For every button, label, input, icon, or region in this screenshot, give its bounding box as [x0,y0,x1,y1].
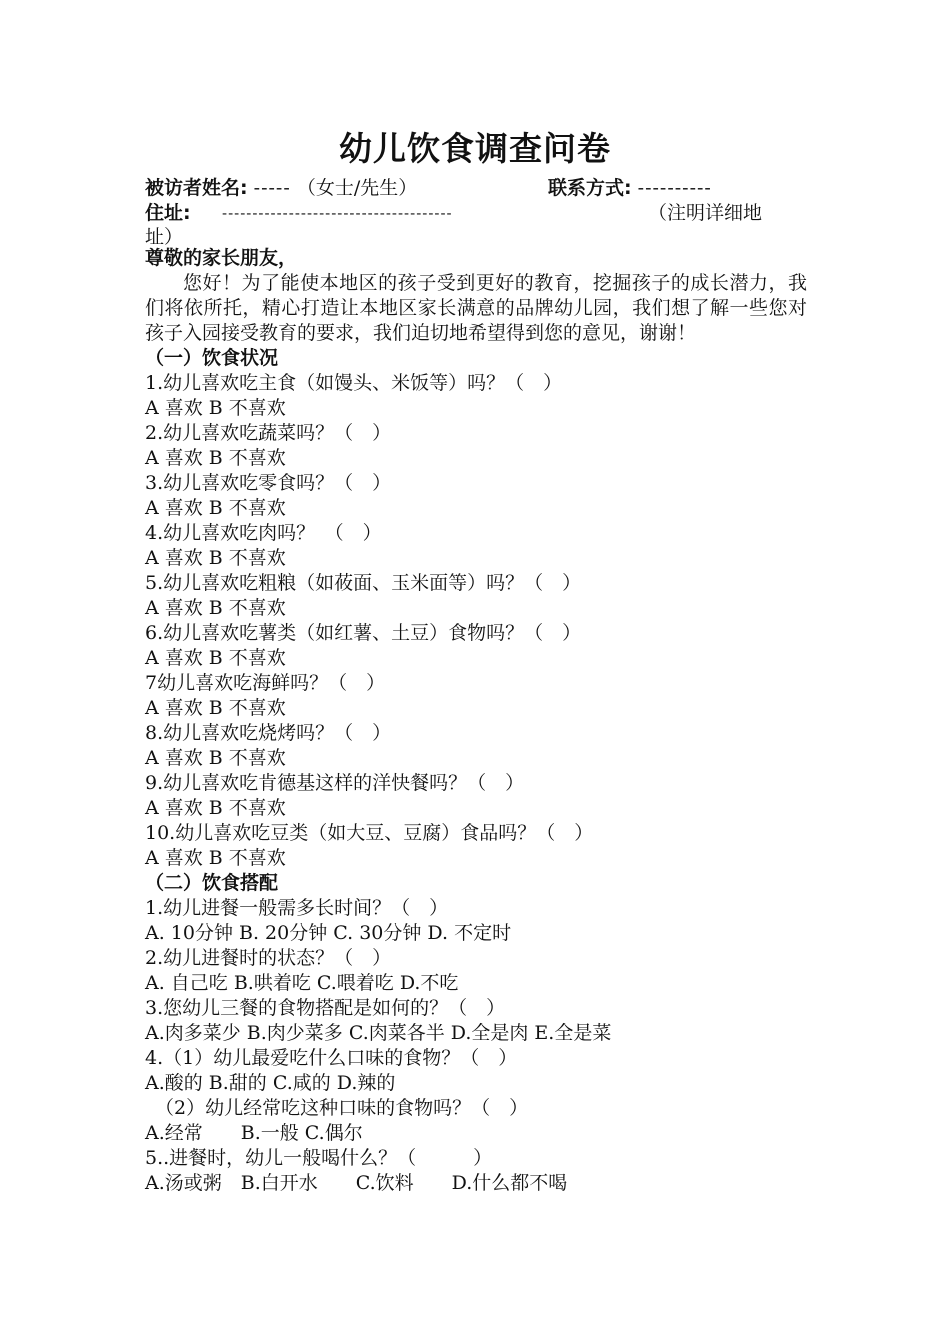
section-1-title: （一）饮食状况 [145,347,279,369]
question: 5.幼儿喜欢吃粗粮（如莜面、玉米面等）吗？（ ） [145,572,582,594]
respondent-name-row [145,175,417,201]
question: 3.幼儿喜欢吃零食吗？（ ） [145,472,392,494]
question: 6.幼儿喜欢吃薯类（如红薯、土豆）食物吗？（ ） [145,622,582,644]
answer-options: A. 自己吃 B.哄着吃 C.喂着吃 D.不吃 [145,972,459,994]
answer-options: A.肉多菜少 B.肉少菜多 C.肉菜各半 D.全是肉 E.全是菜 [145,1022,612,1044]
address-row [145,200,191,226]
address-blank: -------------------------------------- [222,204,453,222]
question: 9.幼儿喜欢吃肯德基这样的洋快餐吗？（ ） [145,772,525,794]
answer-options: A 喜欢 B 不喜欢 [145,497,286,519]
name-label: 被访者姓名: [145,177,248,199]
question: 1.幼儿进餐一般需多长时间？（ ） [145,897,449,919]
answer-options: A.酸的 B.甜的 C.咸的 D.辣的 [145,1072,396,1094]
answer-options: A.经常 B.一般 C.偶尔 [145,1122,363,1144]
name-blank: ----- [253,177,291,199]
answer-options: A 喜欢 B 不喜欢 [145,647,286,669]
intro-paragraph: 您好！为了能使本地区的孩子受到更好的教育，挖掘孩子的成长潜力，我们将依所托，精心打造让本地区家长满意的品牌幼儿园，我们想了解一些您对孩子入园接受教育的要求，我们迫切地希望得到您的意见，谢谢！ [145,272,807,344]
question: 1.幼儿喜欢吃主食（如馒头、米饭等）吗？（ ） [145,372,563,394]
question: 4.（1）幼儿最爱吃什么口味的食物？（ ） [145,1047,518,1069]
question: 4.幼儿喜欢吃肉吗？ （ ） [145,522,382,544]
answer-options: A 喜欢 B 不喜欢 [145,797,286,819]
address-note: （注明详细地 [648,202,763,224]
contact-row [548,175,712,201]
answer-options: A 喜欢 B 不喜欢 [145,747,286,769]
name-suffix: （女士/先生） [296,177,418,199]
answer-options: A 喜欢 B 不喜欢 [145,847,286,869]
question: 2.幼儿进餐时的状态？（ ） [145,947,392,969]
question: 2.幼儿喜欢吃蔬菜吗？（ ） [145,422,392,444]
section-2-title: （二）饮食搭配 [145,872,279,894]
address-note-continued: 址） [145,226,184,248]
question: 7幼儿喜欢吃海鲜吗？（ ） [145,672,386,694]
answer-options: A 喜欢 B 不喜欢 [145,447,286,469]
answer-options: A.汤或粥 B.白开水 C.饮料 D.什么都不喝 [145,1172,568,1194]
contact-label: 联系方式: [548,177,632,199]
question: 10.幼儿喜欢吃豆类（如大豆、豆腐）食品吗？（ ） [145,822,594,844]
document-title: 幼儿饮食调查问卷 [339,129,611,168]
questionnaire-body [145,246,807,1196]
answer-options: A 喜欢 B 不喜欢 [145,597,286,619]
question: 3.您幼儿三餐的食物搭配是如何的？（ ） [145,997,506,1019]
question: 8.幼儿喜欢吃烧烤吗？（ ） [145,722,392,744]
contact-blank: ---------- [637,177,712,199]
address-label: 住址: [145,202,191,224]
answer-options: A 喜欢 B 不喜欢 [145,397,286,419]
question: （2）幼儿经常吃这种口味的食物吗？（ ） [155,1097,529,1119]
answer-options: A 喜欢 B 不喜欢 [145,547,286,569]
answer-options: A. 10分钟 B. 20分钟 C. 30分钟 D. 不定时 [145,922,512,944]
question: 5..进餐时，幼儿一般喝什么？（ ） [145,1147,493,1169]
greeting: 尊敬的家长朋友， [145,247,298,269]
answer-options: A 喜欢 B 不喜欢 [145,697,286,719]
